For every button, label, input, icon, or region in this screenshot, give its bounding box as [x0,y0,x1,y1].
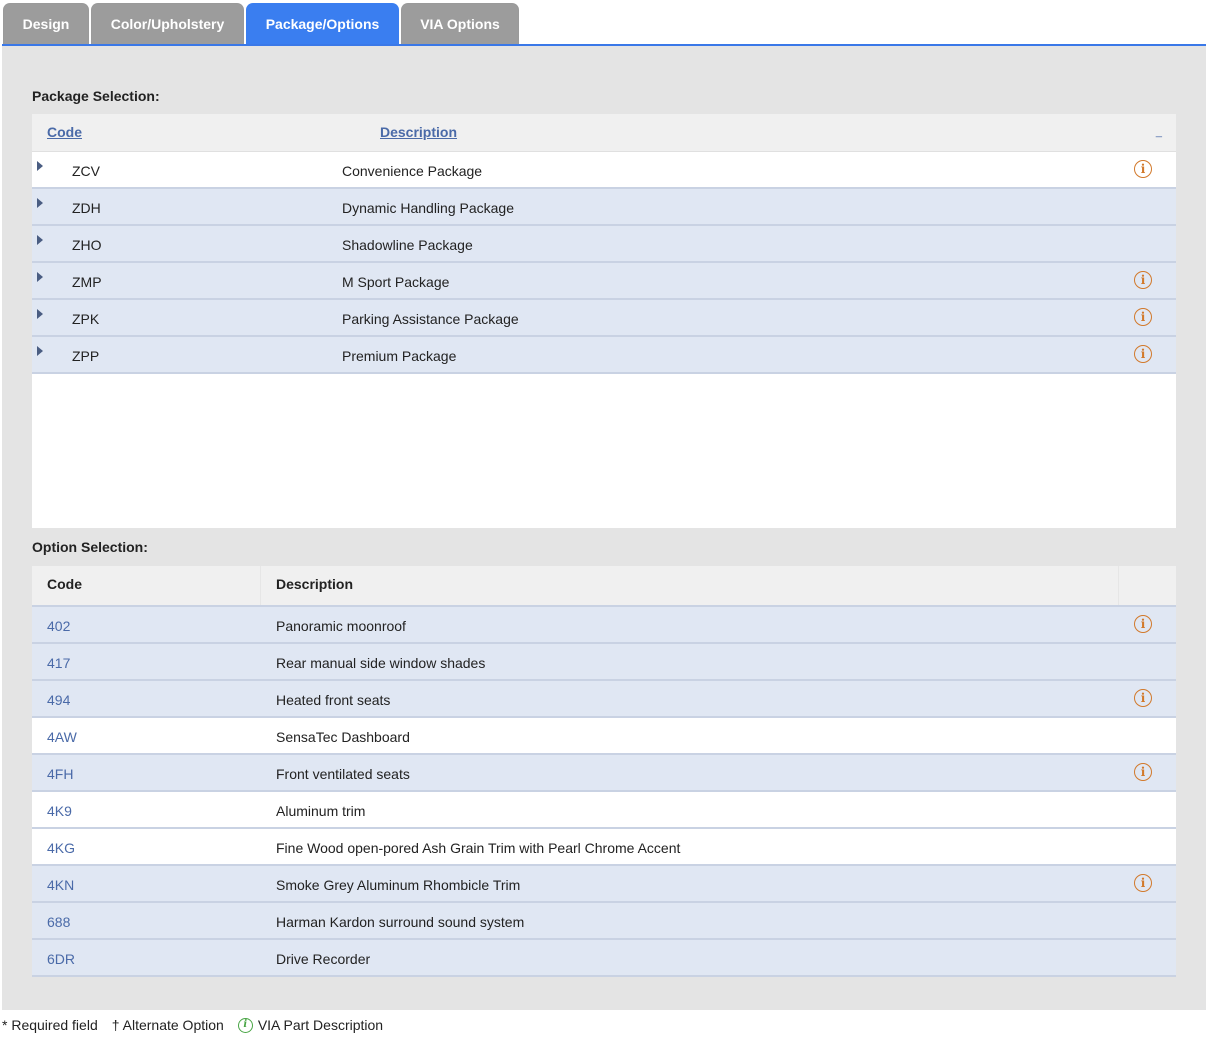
minimize-button[interactable]: _ [1155,126,1162,138]
option-code[interactable]: 402 [47,618,71,634]
required-field-note: * Required field [2,1017,98,1033]
package-row[interactable] [32,152,1176,189]
option-description: Drive Recorder [276,951,371,967]
package-description: Dynamic Handling Package [342,200,514,216]
option-description: Panoramic moonroof [276,618,406,634]
column-separator [1118,566,1119,605]
option-row[interactable] [32,792,1176,829]
option-code[interactable]: 688 [47,914,71,930]
package-description: Convenience Package [342,163,483,179]
option-table-header [32,566,1176,607]
option-code[interactable]: 4KN [47,877,75,893]
option-rows [32,607,1176,977]
info-icon[interactable]: i [1134,271,1152,289]
info-icon[interactable]: i [1134,308,1152,326]
option-code[interactable]: 417 [47,655,71,671]
package-code: ZPP [72,348,100,364]
package-description: Premium Package [342,348,457,364]
expand-arrow-icon[interactable] [37,272,43,282]
option-row[interactable] [32,829,1176,866]
package-table-header [32,114,1176,152]
package-row[interactable] [32,300,1176,337]
option-row[interactable] [32,903,1176,940]
expand-arrow-icon[interactable] [37,346,43,356]
option-code[interactable]: 4AW [47,729,77,745]
package-code: ZMP [72,274,102,290]
option-row[interactable] [32,718,1176,755]
package-table [32,114,1176,528]
package-code: ZCV [72,163,100,179]
option-description: Front ventilated seats [276,766,410,782]
package-rows [32,152,1176,374]
via-part-description-note: VIA Part Description [257,1017,384,1033]
option-code[interactable]: 4FH [47,766,74,782]
package-row[interactable] [32,226,1176,263]
option-code[interactable]: 494 [47,692,71,708]
info-icon[interactable]: i [1134,689,1152,707]
option-row[interactable] [32,755,1176,792]
tab-color-upholstery[interactable]: Color/Upholstery [91,3,244,44]
option-description: SensaTec Dashboard [276,729,410,745]
package-code: ZPK [72,311,100,327]
content-panel [2,46,1206,1010]
option-code[interactable]: 4KG [47,840,76,856]
package-description: Parking Assistance Package [342,311,519,327]
option-table [32,566,1176,977]
option-description: Smoke Grey Aluminum Rhombicle Trim [276,877,521,893]
option-code-header: Code [47,576,82,592]
package-section-title: Package Selection: [32,88,160,104]
option-description: Aluminum trim [276,803,366,819]
package-code-header[interactable]: Code [47,124,82,140]
option-section-title: Option Selection: [32,539,148,555]
option-code[interactable]: 6DR [47,951,76,967]
via-info-icon: i [238,1018,253,1033]
option-row[interactable] [32,607,1176,644]
info-icon[interactable]: i [1134,763,1152,781]
expand-arrow-icon[interactable] [37,198,43,208]
option-code[interactable]: 4K9 [47,803,72,819]
package-code: ZHO [72,237,102,253]
expand-arrow-icon[interactable] [37,309,43,319]
info-icon[interactable]: i [1134,615,1152,633]
option-description-header: Description [276,576,354,592]
package-description-header[interactable]: Description [380,124,458,140]
option-row[interactable] [32,866,1176,903]
package-row[interactable] [32,263,1176,300]
info-icon[interactable]: i [1134,874,1152,892]
expand-arrow-icon[interactable] [37,161,43,171]
alternate-option-note: † Alternate Option [111,1017,224,1033]
package-code: ZDH [72,200,101,216]
package-description: Shadowline Package [342,237,473,253]
option-description: Rear manual side window shades [276,655,486,671]
package-description: M Sport Package [342,274,450,290]
legend [2,1017,397,1033]
option-description: Heated front seats [276,692,391,708]
tab-package-options[interactable]: Package/Options [246,3,399,44]
option-row[interactable] [32,644,1176,681]
info-icon[interactable]: i [1134,345,1152,363]
tab-design[interactable]: Design [3,3,89,44]
tab-bar [0,0,1206,46]
option-description: Fine Wood open-pored Ash Grain Trim with Pearl Chrome Accent [276,840,681,856]
option-row[interactable] [32,940,1176,977]
package-row[interactable] [32,337,1176,374]
package-row[interactable] [32,189,1176,226]
column-separator [260,566,261,605]
expand-arrow-icon[interactable] [37,235,43,245]
option-row[interactable] [32,681,1176,718]
info-icon[interactable]: i [1134,160,1152,178]
option-description: Harman Kardon surround sound system [276,914,525,930]
tab-via-options[interactable]: VIA Options [401,3,519,44]
